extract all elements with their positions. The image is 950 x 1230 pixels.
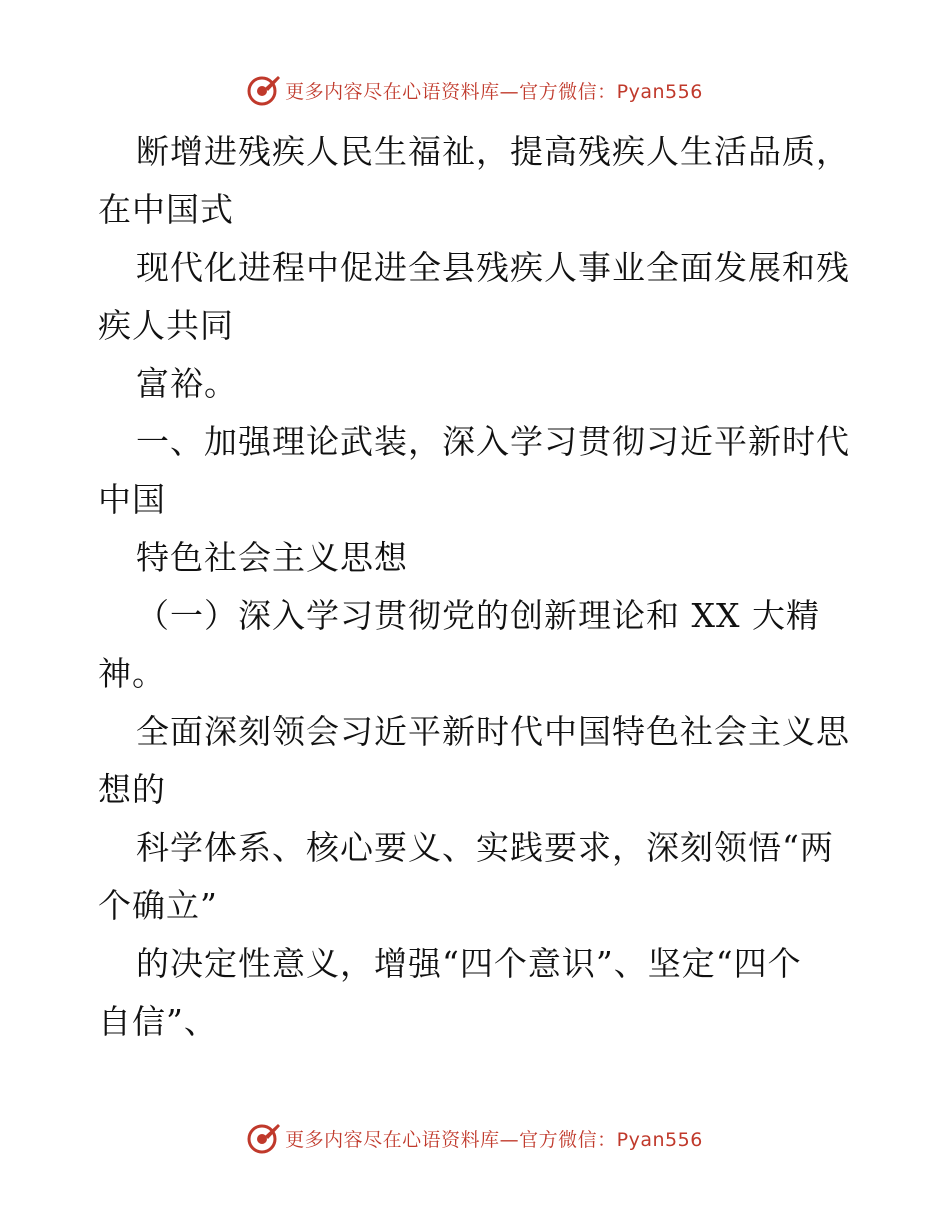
section-heading-cont: 特色社会主义思想: [136, 538, 408, 577]
paragraph: 断增进残疾人民生福祉，提高残疾人生活品质， 在中国式: [98, 132, 850, 229]
banner-handle: Pyan556: [616, 80, 703, 103]
footer-banner: [0, 1118, 950, 1158]
banner-text: 更多内容尽在心语资料库—官方微信：Pyan556: [285, 80, 703, 103]
paragraph: 全面深刻领会习近平新时代中国特色社会主义思 想的: [98, 712, 850, 809]
section-heading: 一、加强理论武装，深入学习贯彻习近平新时代 中国: [98, 422, 850, 519]
paragraph: 富裕。: [136, 364, 238, 403]
subsection-heading: （一）深入学习贯彻党的创新理论和 XX 大精 神。: [98, 596, 820, 693]
header-banner: [0, 70, 950, 110]
banner-text: 更多内容尽在心语资料库—官方微信：Pyan556: [285, 1128, 703, 1151]
pen-logo-icon: [247, 73, 281, 107]
paragraph: 的决定性意义，增强“四个意识”、坚定“四个 自信”、: [98, 944, 802, 1041]
document-body: [98, 123, 858, 1051]
pen-logo-icon: [247, 1121, 281, 1155]
banner-handle: Pyan556: [616, 1128, 703, 1151]
paragraph: 科学体系、核心要义、实践要求，深刻领悟“两 个确立”: [98, 828, 834, 925]
paragraph: 现代化进程中促进全县残疾人事业全面发展和残 疾人共同: [98, 248, 850, 345]
